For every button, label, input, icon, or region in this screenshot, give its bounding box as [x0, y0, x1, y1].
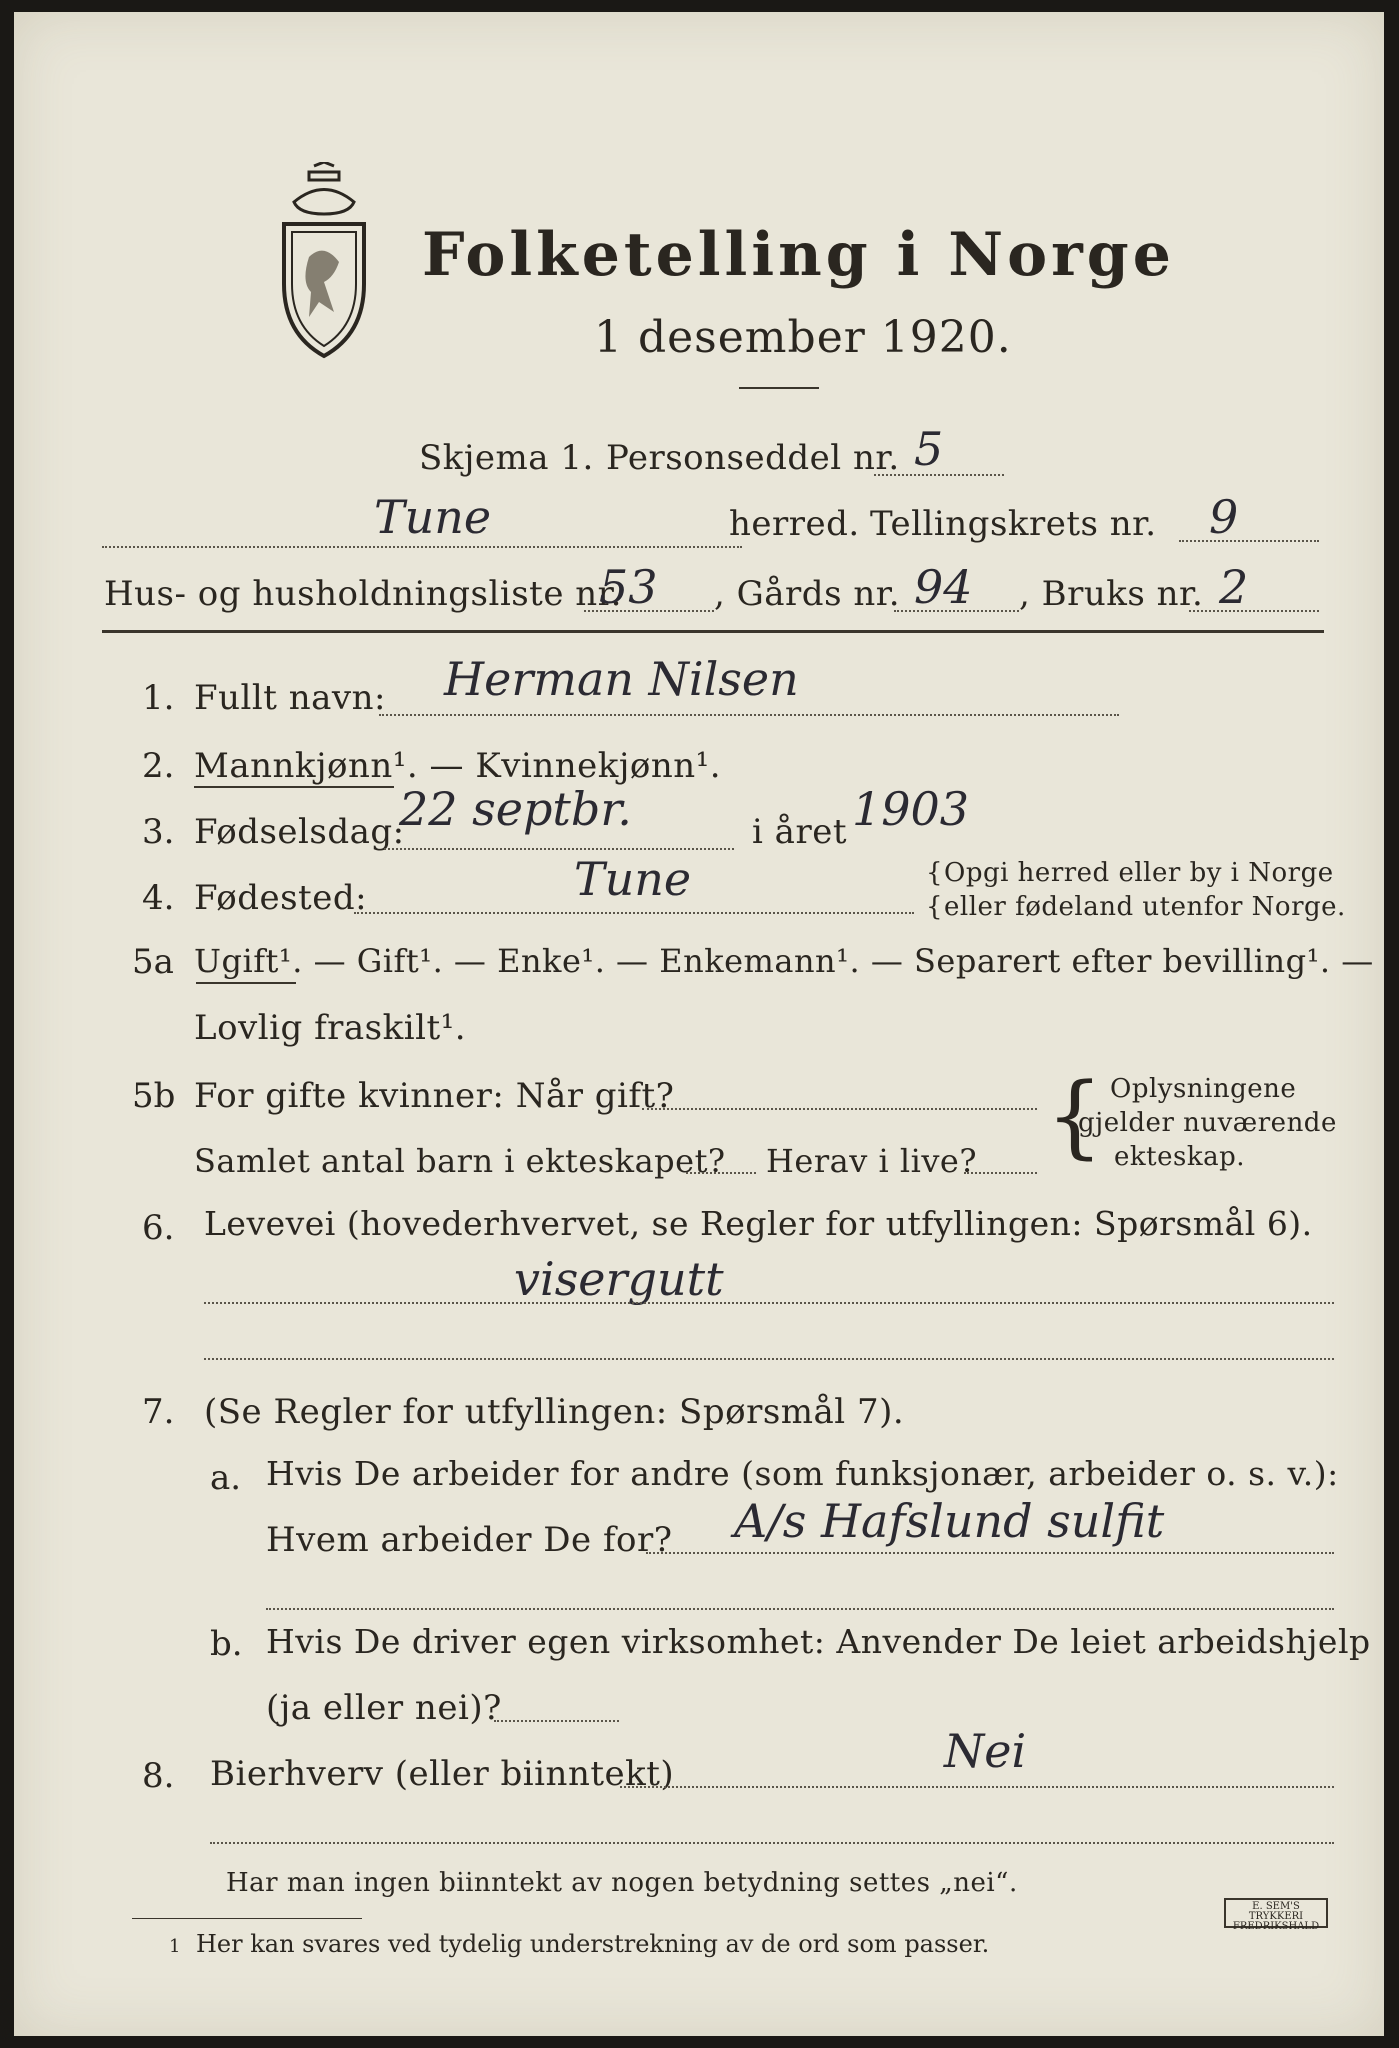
q7b-line: [494, 1720, 619, 1722]
q6-line-1: [204, 1302, 1334, 1304]
biinntekt-note: Har man ingen biinntekt av nogen betydning settes „nei“.: [226, 1868, 1018, 1898]
q4-label: Fødested:: [194, 878, 368, 918]
q4-line: [354, 912, 914, 914]
q4-brace: {: [926, 858, 943, 888]
printer-stamp: [1224, 1898, 1328, 1932]
herred-value[interactable]: Tune: [374, 490, 492, 544]
q7-label: (Se Regler for utfyllingen: Spørsmål 7).: [204, 1392, 905, 1432]
herred-label: herred.: [729, 504, 860, 544]
form-title: Folketelling i Norge: [422, 220, 1175, 290]
footnote-text: Her kan svares ved tydelig understrekning av de ord som passer.: [196, 1930, 990, 1958]
q5b-line-1: [642, 1108, 1037, 1110]
q3-value[interactable]: 22 septbr.: [399, 782, 632, 836]
tellingskrets-label: Tellingskrets nr.: [870, 504, 1157, 544]
q8-line-1: [620, 1786, 1334, 1788]
q5b-number: 5b: [132, 1076, 176, 1116]
q3-year-value[interactable]: 1903: [852, 782, 970, 836]
q3-label: Fødselsdag:: [194, 812, 405, 852]
q6-label: Levevei (hovederhvervet, se Regler for utfyllingen: Spørsmål 6).: [204, 1204, 1313, 1243]
q8-value[interactable]: Nei: [944, 1724, 1027, 1778]
q1-label: Fullt navn:: [194, 678, 386, 718]
q3-number: 3.: [142, 812, 175, 852]
q5b-note-3: ekteskap.: [1114, 1142, 1245, 1172]
footnote-divider: [132, 1918, 362, 1919]
q5b-note-2: gjelder nuværende: [1078, 1108, 1337, 1138]
q7-number: 7.: [142, 1392, 175, 1432]
q5b-label-2: Samlet antal barn i ekteskapet?: [194, 1142, 726, 1180]
q2-underline: [194, 786, 394, 788]
q7a-line-2: [266, 1608, 1334, 1610]
gards-value[interactable]: 94: [914, 560, 973, 614]
tellingskrets-value[interactable]: 9: [1209, 490, 1239, 544]
q7a-value[interactable]: A/s Hafslund sulfit: [734, 1494, 1165, 1548]
q5a-underline: [196, 982, 296, 984]
q8-line-2: [210, 1842, 1334, 1844]
bruks-value[interactable]: 2: [1219, 560, 1249, 614]
herred-line: [102, 546, 742, 548]
q5a-number: 5a: [132, 942, 174, 982]
bruks-line: [1189, 610, 1319, 612]
coat-of-arms-icon: [264, 162, 384, 362]
q3-line: [384, 848, 734, 850]
footnote-number: 1: [169, 1936, 181, 1957]
q4-note-line-2: eller fødeland utenfor Norge.: [944, 892, 1346, 922]
q5b-line-3: [964, 1172, 1037, 1174]
q4-number: 4.: [142, 878, 175, 918]
printer-text: E. SEM'S TRYKKERI FREDRIKSHALD: [1232, 1901, 1320, 1932]
tellingskrets-line: [1179, 540, 1319, 542]
q7a-label: Hvis De arbeider for andre (som funksjonær, arbeider o. s. v.):: [266, 1454, 1339, 1493]
q4-note-line-1: Opgi herred eller by i Norge: [944, 858, 1334, 888]
q1-line: [379, 714, 1119, 716]
q7a-letter: a.: [210, 1458, 242, 1498]
q2-label: Mannkjønn¹. — Kvinnekjønn¹.: [194, 746, 722, 786]
q3-year-label: i året: [752, 812, 847, 852]
q6-number: 6.: [142, 1208, 175, 1248]
header-divider: [102, 630, 1324, 633]
q4-brace-2: {: [926, 892, 943, 922]
q6-value[interactable]: visergutt: [514, 1252, 724, 1306]
q5b-brace: {: [1046, 1064, 1104, 1169]
q2-number: 2.: [142, 746, 175, 786]
schema-label: Skjema 1.: [419, 438, 594, 478]
q1-number: 1.: [142, 678, 175, 718]
q7a-line-1: [646, 1552, 1334, 1554]
form-date: 1 desember 1920.: [594, 312, 1012, 363]
q1-value[interactable]: Herman Nilsen: [444, 652, 799, 706]
q7b-label: Hvis De driver egen virksomhet: Anvender De leiet arbeidshjelp: [266, 1622, 1371, 1661]
q7b-label-2: (ja eller nei)?: [266, 1688, 502, 1728]
q5b-label: For gifte kvinner: Når gift?: [194, 1076, 675, 1116]
census-form: [14, 12, 1384, 2036]
hus-label: Hus- og husholdningsliste nr.: [104, 574, 622, 614]
q5a-label-2: Lovlig fraskilt¹.: [194, 1008, 467, 1048]
q7b-letter: b.: [210, 1624, 243, 1664]
title-divider: [739, 387, 819, 389]
q5b-line-2: [686, 1172, 756, 1174]
q4-value[interactable]: Tune: [574, 852, 692, 906]
q5a-label: Ugift¹. — Gift¹. — Enke¹. — Enkemann¹. — Separert efter bevilling¹. —: [194, 942, 1374, 980]
q5b-note-1: Oplysningene: [1110, 1074, 1297, 1104]
q7a-label-2: Hvem arbeider De for?: [266, 1520, 673, 1560]
q6-line-2: [204, 1358, 1334, 1360]
hus-value[interactable]: 53: [599, 560, 658, 614]
q8-number: 8.: [142, 1756, 175, 1796]
personseddel-value[interactable]: 5: [914, 422, 944, 476]
gards-label: , Gårds nr.: [714, 574, 901, 614]
q5b-label-3: Herav i live?: [766, 1142, 978, 1180]
q8-label: Bierhverv (eller biinntekt): [210, 1754, 675, 1794]
personseddel-label: Personseddel nr.: [606, 438, 900, 478]
bruks-label: , Bruks nr.: [1019, 574, 1204, 614]
